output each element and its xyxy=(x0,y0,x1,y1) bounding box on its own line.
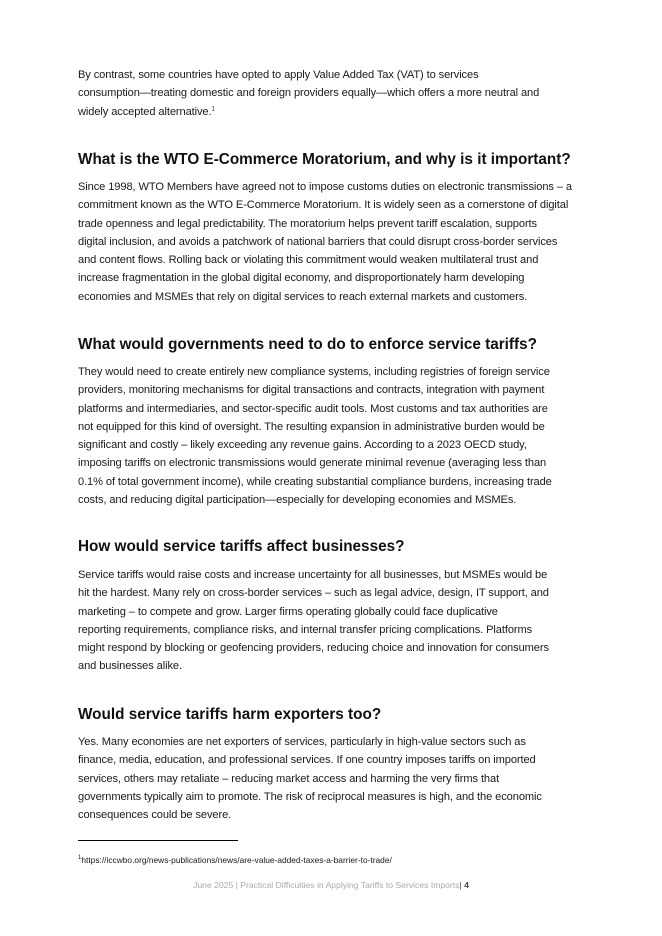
text-line: trade openness and legal predictability. The moratorium helps prevent tariff escalation, supports xyxy=(78,217,537,230)
footer-text: June 2025 | Practical Difficulties in Applying Tariffs to Services Imports xyxy=(193,880,460,890)
intro-paragraph xyxy=(78,66,598,121)
text-line: Yes. Many economies are net exporters of services, particularly in high-value sectors such as xyxy=(78,736,526,748)
footnote-divider xyxy=(78,840,238,841)
footnote-ref[interactable]: 1 xyxy=(211,105,215,112)
text-line: consequences could be severe. xyxy=(78,809,232,822)
footnote xyxy=(78,855,392,865)
text-line: and content flows. Rolling back or violating this commitment would weaken multilateral trust and xyxy=(78,254,539,267)
text-line: 0.1% of total government income), while creating substantial compliance burdens, increasing trade xyxy=(78,475,552,488)
text-line: increase fragmentation in the global digital economy, and disproportionately harm developing xyxy=(78,272,525,285)
page-footer xyxy=(0,880,662,890)
text-line: providers, monitoring mechanisms for digital transactions and contracts, integration with payment xyxy=(78,384,545,397)
section-heading: What is the WTO E-Commerce Moratorium, and why is it important? xyxy=(78,151,571,168)
text-line: reporting requirements, compliance risks, and internal transfer pricing complications. Platforms xyxy=(78,623,533,636)
section-heading: Would service tariffs harm exporters too? xyxy=(78,706,382,723)
text-line: Service tariffs would raise costs and increase uncertainty for all businesses, but MSMEs would be xyxy=(78,569,548,581)
section-body xyxy=(78,733,598,824)
text-line xyxy=(78,103,598,121)
text-line: consumption—treating domestic and foreign providers equally—which offers a more neutral and xyxy=(78,87,540,100)
text-line: significant and costly – likely exceeding any revenue gains. According to a 2023 OECD study, xyxy=(78,439,527,452)
text-line: They would need to create entirely new compliance systems, including registries of foreign service xyxy=(78,366,550,378)
text-line: Since 1998, WTO Members have agreed not to impose customs duties on electronic transmissions – a xyxy=(78,181,572,193)
text-line: By contrast, some countries have opted to apply Value Added Tax (VAT) to services xyxy=(78,69,479,81)
text-line-content: widely accepted alternative. xyxy=(78,105,212,118)
text-line: services, others may retaliate – reducing market access and harming the very firms that xyxy=(78,772,500,785)
text-line: commitment known as the WTO E-Commerce Moratorium. It is widely seen as a cornerstone of digital xyxy=(78,199,569,212)
footer-separator: | xyxy=(459,880,462,890)
footnote-number: 1 xyxy=(78,855,82,862)
text-line: hit the hardest. Many rely on cross-border services – such as legal advice, design, IT support, and xyxy=(78,587,549,600)
page-number: 4 xyxy=(464,880,469,890)
section-body xyxy=(78,566,598,676)
text-line: governments typically aim to promote. The risk of reciprocal measures is high, and the economic xyxy=(78,790,542,803)
text-line: and businesses alike. xyxy=(78,660,182,673)
text-line: not equipped for this kind of oversight. The resulting expansion in administrative burden would be xyxy=(78,420,545,433)
text-line: finance, media, education, and professional services. If one country imposes tariffs on imported xyxy=(78,754,536,767)
text-line: might respond by blocking or geofencing providers, reducing choice and innovation for consumers xyxy=(78,642,549,655)
text-line: marketing – to compete and grow. Larger firms operating globally could face duplicative xyxy=(78,605,498,618)
section-body xyxy=(78,178,598,306)
section-heading: How would service tariffs affect businesses? xyxy=(78,538,405,555)
text-line: costs, and reducing digital participation—especially for developing economies and MSMEs. xyxy=(78,494,517,507)
text-line: imposing tariffs on electronic transmissions would generate minimal revenue (averaging less than xyxy=(78,457,547,470)
text-line: digital inclusion, and avoids a patchwork of national barriers that could disrupt cross-border services xyxy=(78,235,558,248)
text-line: economies and MSMEs that rely on digital services to reach external markets and customers. xyxy=(78,290,528,303)
footnote-link[interactable]: https://iccwbo.org/news-publications/news/are-value-added-taxes-a-barrier-to-trade/ xyxy=(81,855,392,865)
section-heading: What would governments need to do to enforce service tariffs? xyxy=(78,336,537,353)
section-body xyxy=(78,363,598,509)
text-line: platforms and intermediaries, and sector-specific audit tools. Most customs and tax authorities are xyxy=(78,402,548,415)
